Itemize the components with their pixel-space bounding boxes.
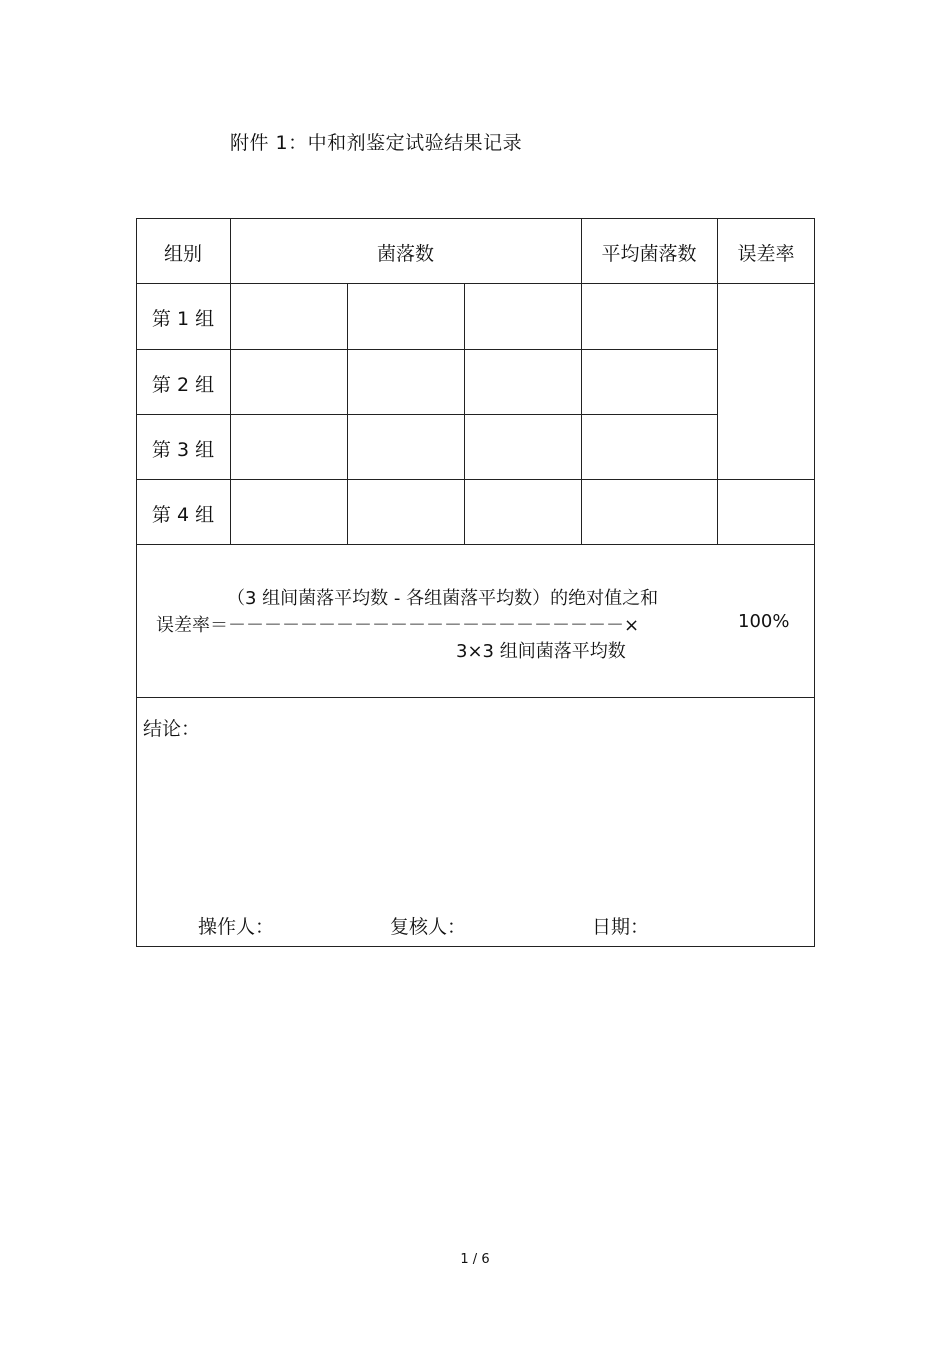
group-col-line: [230, 218, 231, 545]
row-label-group-1: 第 1 组: [151, 308, 215, 330]
row-2-line: [136, 414, 717, 415]
header-average: 平均菌落数: [601, 243, 697, 265]
row-label-group-2: 第 2 组: [151, 374, 215, 396]
document-title: 附件 1：中和剂鉴定试验结果记录: [230, 132, 523, 154]
error-col-line: [717, 218, 718, 545]
table-border-top: [136, 218, 815, 219]
formula-denominator: 3×3 组间菌落平均数: [456, 641, 626, 662]
table-border-right: [814, 218, 815, 947]
header-colony-count: 菌落数: [376, 243, 434, 265]
formula-numerator: （3 组间菌落平均数 - 各组菌落平均数）的绝对值之和: [227, 588, 659, 609]
row-3-line: [136, 479, 815, 480]
colony-col-line-2: [464, 283, 465, 545]
operator-label: 操作人：: [198, 916, 275, 938]
row-1-line: [136, 349, 717, 350]
conclusion-label: 结论：: [143, 718, 201, 740]
average-col-line: [581, 218, 582, 545]
colony-col-line-1: [347, 283, 348, 545]
formula-multiplier: 100%: [738, 611, 790, 632]
result-record-table: [136, 218, 815, 947]
header-error-rate: 误差率: [737, 243, 795, 265]
reviewer-label: 复核人：: [390, 916, 467, 938]
row-label-group-3: 第 3 组: [151, 439, 215, 461]
formula-lhs: 误差率＝－－－－－－－－－－－－－－－－－－－－－－×: [156, 615, 640, 636]
table-border-bottom: [136, 946, 815, 947]
page-number: 1 / 6: [460, 1252, 490, 1267]
row-label-group-4: 第 4 组: [151, 504, 215, 526]
formula-row-line: [136, 697, 815, 698]
row-4-line: [136, 544, 815, 545]
header-group: 组别: [163, 243, 202, 265]
header-row-line: [136, 283, 815, 284]
date-label: 日期：: [592, 916, 650, 938]
